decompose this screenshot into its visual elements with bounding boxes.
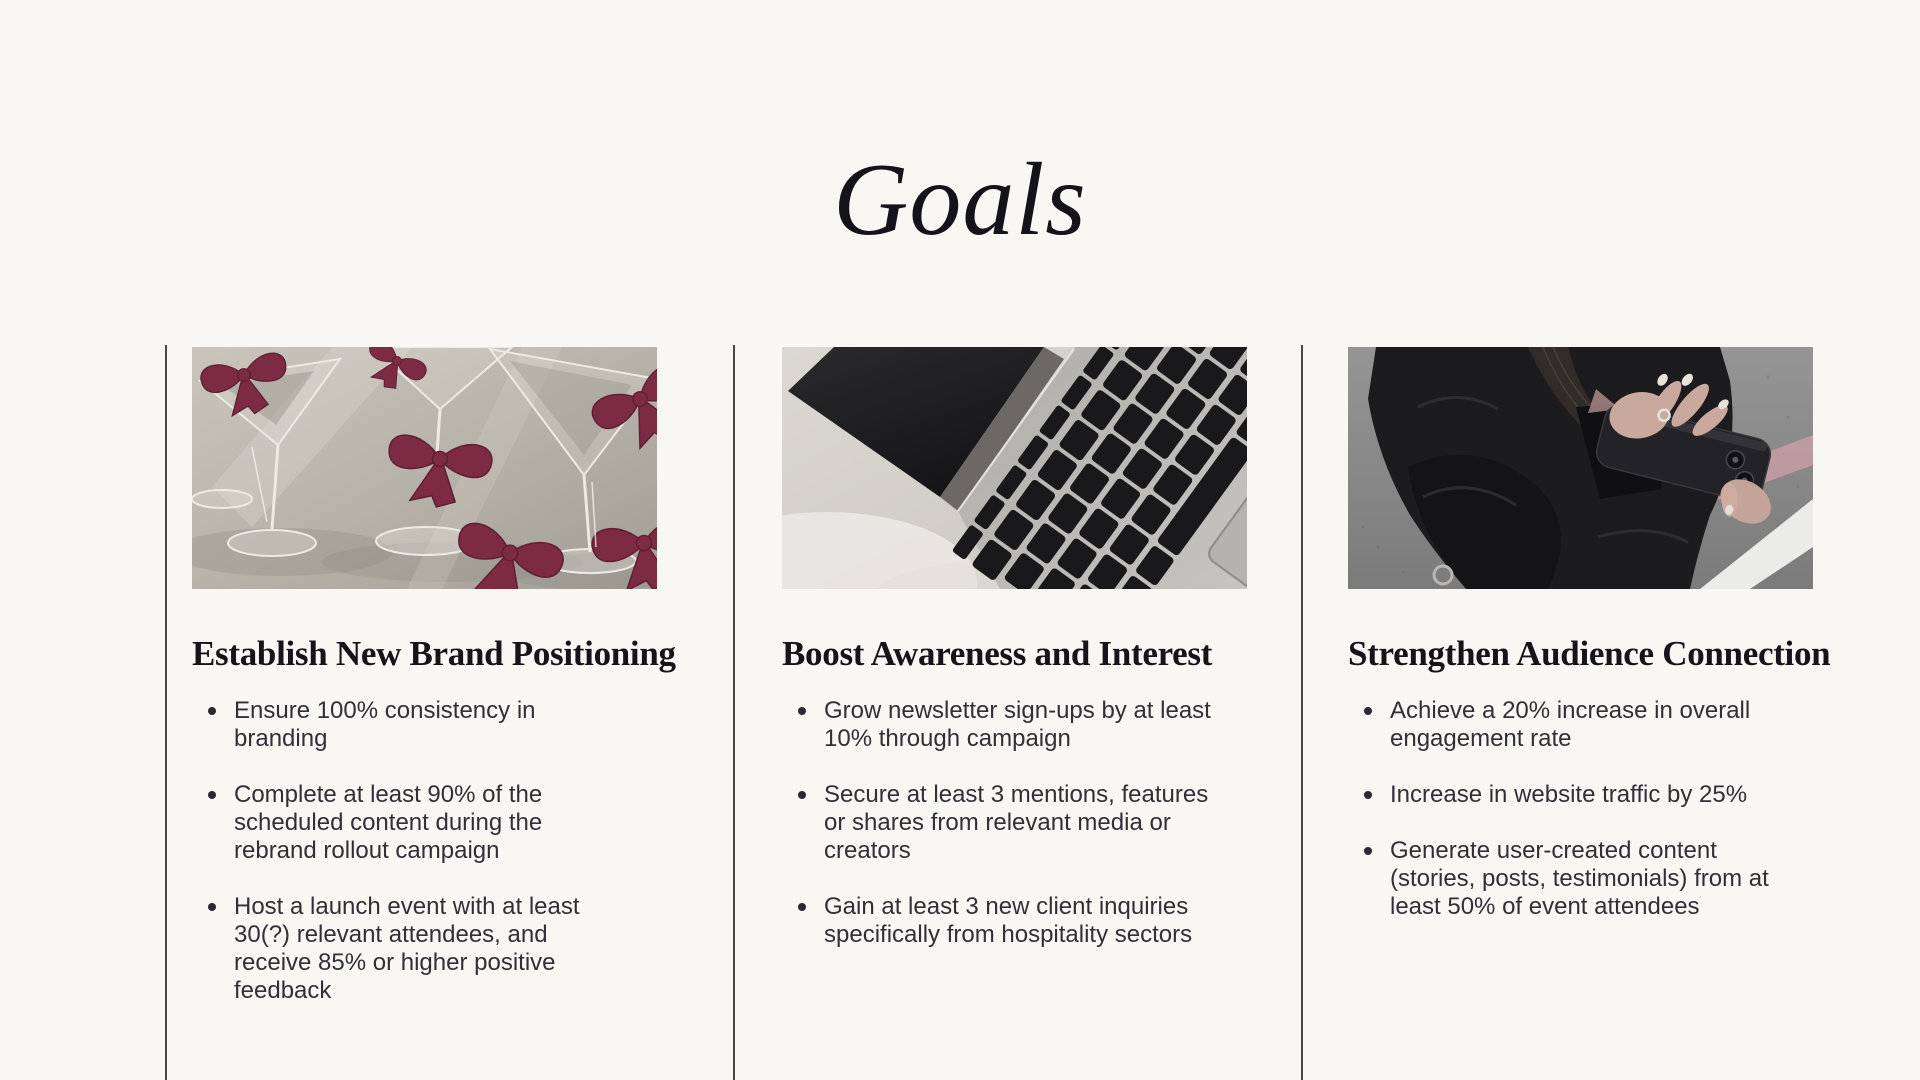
goal-item: Host a launch event with at least 30(?) relevant attendees, and receive 85% or higher positive feedback (192, 893, 628, 1005)
laptop-illustration (782, 347, 1247, 589)
goal-item: Increase in website traffic by 25% (1348, 781, 1784, 809)
column-heading-audience-connection: Strengthen Audience Connection (1348, 634, 1831, 673)
martini-glasses-illustration (192, 347, 657, 589)
person-phone-illustration (1348, 347, 1813, 589)
goal-item: Ensure 100% consistency in branding (192, 697, 628, 753)
goal-item: Complete at least 90% of the scheduled content during the rebrand rollout campaign (192, 781, 628, 865)
goal-item: Achieve a 20% increase in overall engagement rate (1348, 697, 1784, 753)
column-heading-awareness: Boost Awareness and Interest (782, 634, 1213, 673)
column-divider-2 (733, 345, 735, 1080)
laptop-photo (782, 347, 1247, 589)
martini-glasses-photo (192, 347, 657, 589)
goal-item: Grow newsletter sign-ups by at least 10% through campaign (782, 697, 1218, 753)
person-phone-photo (1348, 347, 1813, 589)
column-divider-3 (1301, 345, 1303, 1080)
goal-column-brand-positioning (192, 347, 676, 1033)
goal-column-audience-connection (1348, 347, 1831, 949)
goal-item: Gain at least 3 new client inquiries specifically from hospitality sectors (782, 893, 1218, 949)
column-heading-brand-positioning: Establish New Brand Positioning (192, 634, 676, 673)
goal-list-audience-connection (1348, 697, 1784, 921)
goal-list-awareness (782, 697, 1218, 949)
page-title: Goals (833, 142, 1087, 257)
goal-item: Generate user-created content (stories, posts, testimonials) from at least 50% of event attendees (1348, 837, 1784, 921)
goal-column-awareness (782, 347, 1260, 977)
column-divider-1 (165, 345, 167, 1080)
goal-item: Secure at least 3 mentions, features or shares from relevant media or creators (782, 781, 1218, 865)
goal-list-brand-positioning (192, 697, 628, 1005)
